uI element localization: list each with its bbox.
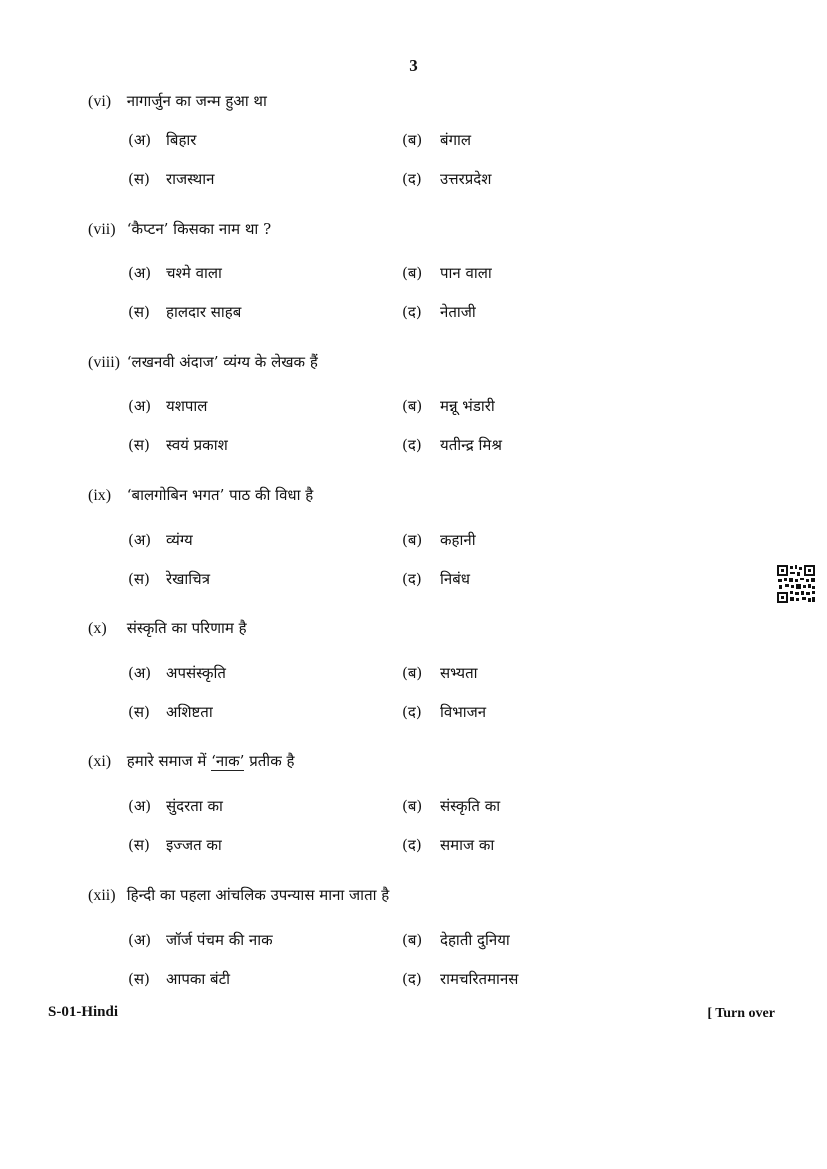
- question-viii: [88, 351, 788, 456]
- option-c: (स) राजस्थान: [128, 170, 215, 188]
- question-stem-pre: हमारे समाज में: [126, 752, 207, 770]
- paper-code: S-01-Hindi: [48, 1004, 119, 1020]
- question-vi: [88, 90, 788, 190]
- option-c: (स) हालदार साहब: [128, 303, 242, 321]
- qr-code-icon: [776, 564, 816, 604]
- option-d: (द) यतीन्द्र मिश्र: [402, 436, 502, 454]
- question-stem: ‘बालगोबिन भगत’ पाठ की विधा है: [126, 486, 314, 504]
- question-x: [88, 617, 788, 723]
- option-c: (स) इज्जत का: [128, 836, 222, 854]
- option-d: (द) विभाजन: [402, 703, 487, 721]
- question-xi: [88, 750, 788, 856]
- question-xii: [88, 884, 788, 990]
- question-number: (viii): [88, 354, 120, 371]
- question-stem: ‘लखनवी अंदाज’ व्यंग्य के लेखक हैं: [126, 353, 318, 371]
- question-number: (xii): [88, 887, 116, 904]
- option-d: (द) नेताजी: [402, 303, 476, 321]
- option-a: (अ) व्यंग्य: [128, 531, 193, 549]
- option-d: (द) समाज का: [402, 836, 495, 854]
- question-stem: नागार्जुन का जन्म हुआ था: [126, 92, 267, 110]
- question-ix: [88, 484, 788, 590]
- option-c: (स) स्वयं प्रकाश: [128, 436, 228, 454]
- question-number: (ix): [88, 487, 112, 504]
- question-vii: [88, 218, 788, 323]
- question-number: (vii): [88, 221, 116, 238]
- option-b: (ब) कहानी: [402, 531, 476, 549]
- option-a: (अ) सुंदरता का: [128, 797, 223, 815]
- option-b: (ब) सभ्यता: [402, 664, 478, 682]
- question-stem: ‘कैप्टन’ किसका नाम था ?: [126, 220, 272, 238]
- option-a: (अ) जॉर्ज पंचम की नाक: [128, 931, 273, 949]
- turn-over-note: [ Turn over: [707, 1006, 775, 1021]
- option-c: (स) आपका बंटी: [128, 970, 231, 988]
- question-stem-keyword: ‘नाक’: [211, 752, 245, 770]
- option-b: (ब) संस्कृति का: [402, 797, 501, 815]
- question-stem-post: प्रतीक है: [249, 752, 295, 770]
- option-b: (ब) बंगाल: [402, 131, 472, 149]
- option-a: (अ) चश्मे वाला: [128, 264, 222, 282]
- option-a: (अ) बिहार: [128, 131, 197, 149]
- option-a: (अ) अपसंस्कृति: [128, 664, 226, 682]
- option-b: (ब) पान वाला: [402, 264, 492, 282]
- option-c: (स) अशिष्टता: [128, 703, 213, 721]
- option-b: (ब) देहाती दुनिया: [402, 931, 510, 949]
- option-d: (द) रामचरितमानस: [402, 970, 519, 988]
- question-number: (x): [88, 620, 107, 637]
- option-d: (द) उत्तरप्रदेश: [402, 170, 492, 188]
- question-stem: हिन्दी का पहला आंचलिक उपन्यास माना जाता है: [126, 886, 390, 904]
- question-number: (xi): [88, 753, 112, 770]
- option-d: (द) निबंध: [402, 570, 471, 588]
- page-number: 3: [409, 56, 418, 75]
- option-b: (ब) मन्नू भंडारी: [402, 397, 495, 415]
- option-c: (स) रेखाचित्र: [128, 570, 210, 588]
- question-number: (vi): [88, 93, 112, 110]
- option-a: (अ) यशपाल: [128, 397, 208, 415]
- question-stem: संस्कृति का परिणाम है: [126, 619, 247, 637]
